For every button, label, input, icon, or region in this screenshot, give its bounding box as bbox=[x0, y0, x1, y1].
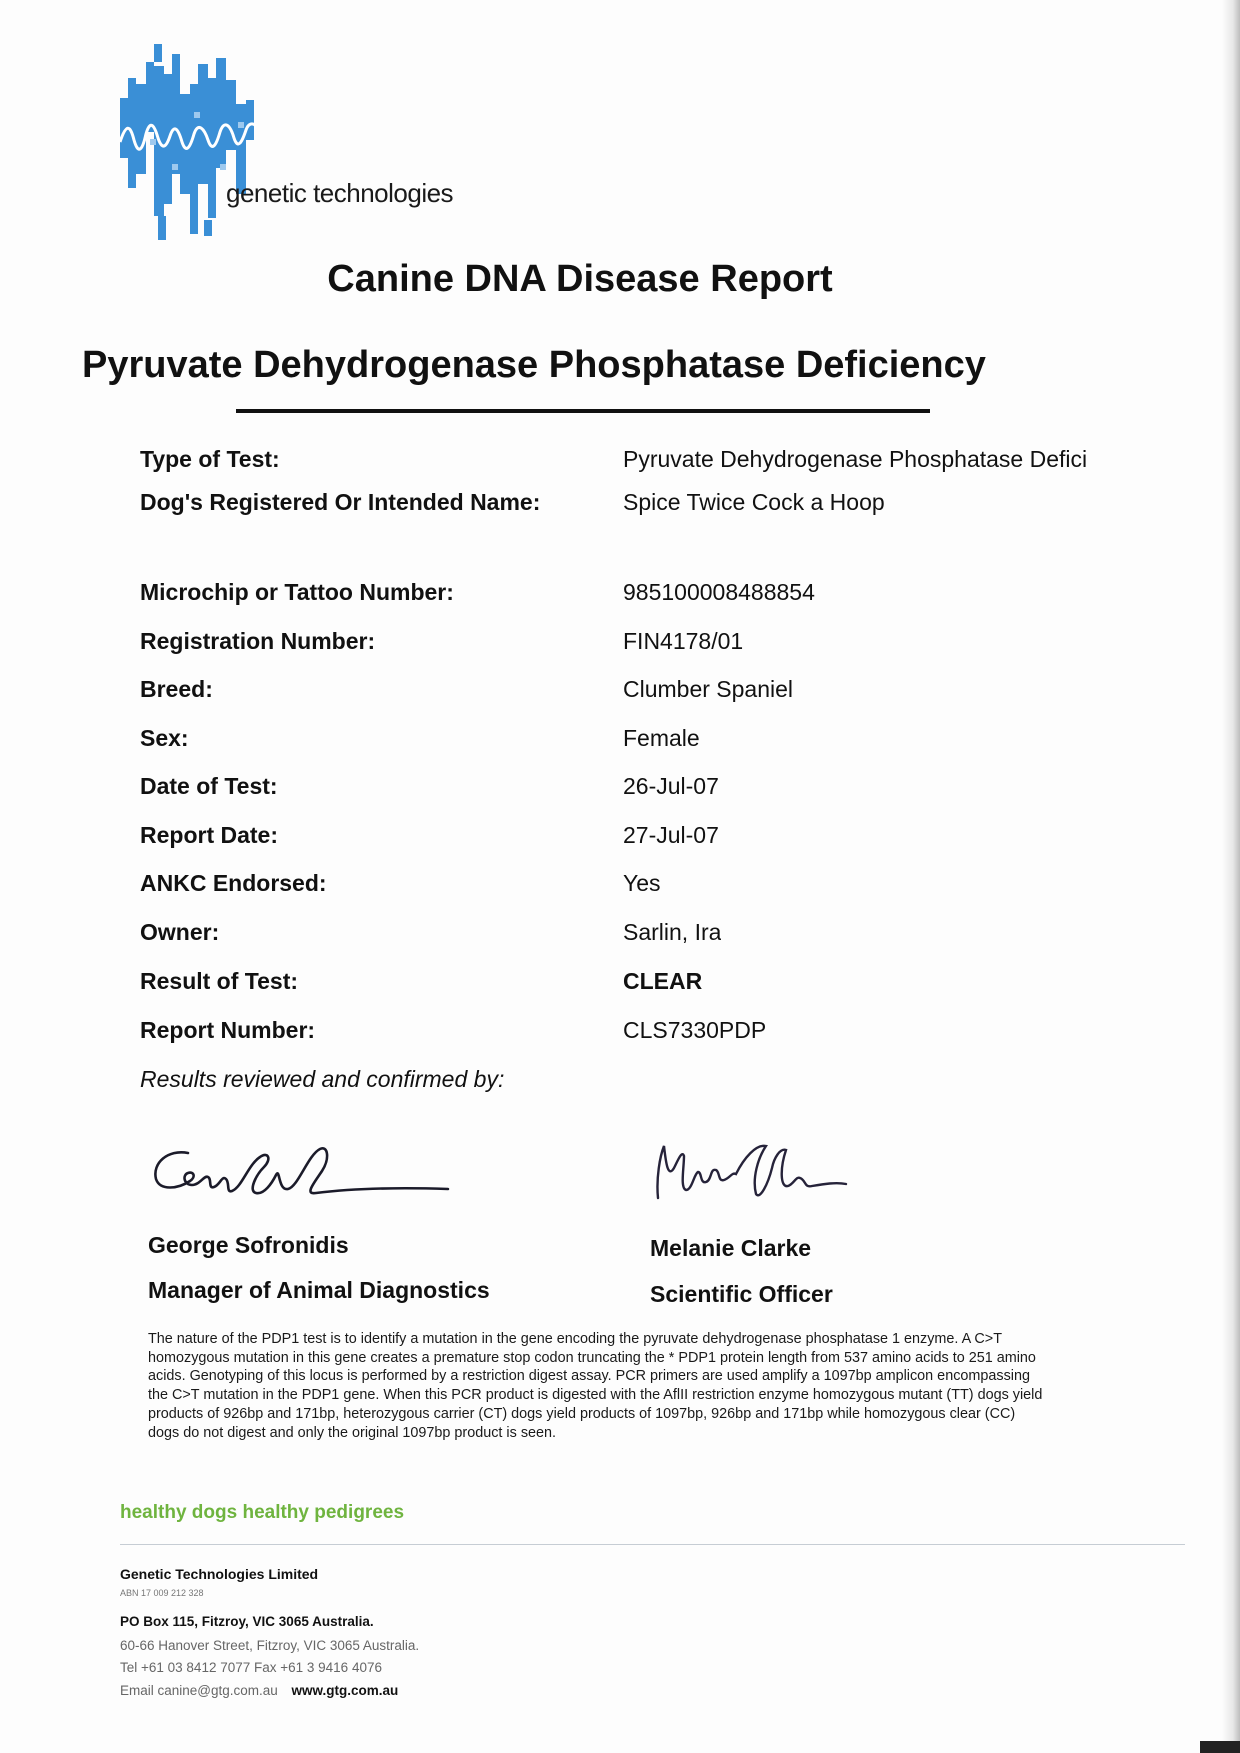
title-divider bbox=[236, 409, 930, 413]
value-microchip: 985100008488854 bbox=[623, 579, 815, 605]
signature-george-sofronidis bbox=[148, 1135, 458, 1215]
review-caption: Results reviewed and confirmed by: bbox=[140, 1066, 505, 1092]
label-type-of-test: Type of Test: bbox=[140, 446, 280, 472]
dna-wave-logo-icon bbox=[120, 44, 270, 240]
footer-tagline: healthy dogs healthy pedigrees bbox=[120, 1502, 405, 1523]
label-report-number: Report Number: bbox=[140, 1017, 316, 1043]
company-logo bbox=[120, 44, 460, 240]
value-owner: Sarlin, Ira bbox=[623, 919, 722, 945]
scan-page-edge bbox=[1222, 0, 1240, 1753]
value-date-of-test: 26-Jul-07 bbox=[623, 773, 719, 799]
value-registration-number: FIN4178/01 bbox=[623, 628, 744, 654]
signatory-name-2: Melanie Clarke bbox=[650, 1235, 812, 1261]
value-type-of-test: Pyruvate Dehydrogenase Phosphatase Defici bbox=[623, 446, 1088, 472]
footer-street-address: 60-66 Hanover Street, Fitzroy, VIC 3065 Australia. bbox=[120, 1638, 420, 1653]
report-title: Canine DNA Disease Report bbox=[327, 258, 833, 300]
footer-contact-line bbox=[120, 1683, 398, 1698]
test-description: The nature of the PDP1 test is to identify a mutation in the gene encoding the pyruvate dehydrogenase phosphatase 1 enzyme. A C>T homozygous mutation in this gene creates a premature stop codon truncating the * PDP1 protein length from 537 amino acids to 251 amino acids. Genotyping of this locus is performed by a restriction digest assay. PCR primers are used amplify a 1097bp amplicon encompassing the C>T mutation in the PDP1 gene. When this PCR product is digested with the AflII restriction enzyme homozygous mutant (TT) dogs yield products of 926bp and 171bp, heterozygous carrier (CT) dogs yield products of 1097bp, 926bp and 171bp while homozygous clear (CC) dogs do not digest and only the original 1097bp product is seen. bbox=[148, 1331, 1043, 1441]
value-ankc-endorsed: Yes bbox=[623, 870, 661, 896]
value-report-date: 27-Jul-07 bbox=[623, 822, 719, 848]
label-date-of-test: Date of Test: bbox=[140, 773, 278, 799]
label-dog-name: Dog's Registered Or Intended Name: bbox=[140, 489, 541, 515]
value-result-of-test: CLEAR bbox=[623, 968, 703, 994]
footer-divider bbox=[120, 1544, 1185, 1545]
value-dog-name: Spice Twice Cock a Hoop bbox=[623, 489, 885, 515]
footer-abn: ABN 17 009 212 328 bbox=[120, 1588, 204, 1598]
scan-corner-shadow bbox=[1200, 1741, 1240, 1753]
label-microchip: Microchip or Tattoo Number: bbox=[140, 579, 454, 605]
label-owner: Owner: bbox=[140, 919, 220, 945]
label-result-of-test: Result of Test: bbox=[140, 968, 299, 994]
value-sex: Female bbox=[623, 725, 700, 751]
footer-po-box: PO Box 115, Fitzroy, VIC 3065 Australia. bbox=[120, 1614, 374, 1629]
footer-phone-fax: Tel +61 03 8412 7077 Fax +61 3 9416 4076 bbox=[120, 1660, 382, 1675]
value-breed: Clumber Spaniel bbox=[623, 676, 794, 702]
footer-website-link[interactable]: www.gtg.com.au bbox=[291, 1683, 399, 1698]
value-report-number: CLS7330PDP bbox=[623, 1017, 767, 1043]
label-registration-number: Registration Number: bbox=[140, 628, 376, 654]
label-ankc-endorsed: ANKC Endorsed: bbox=[140, 870, 327, 896]
footer-company-name: Genetic Technologies Limited bbox=[120, 1566, 319, 1582]
label-breed: Breed: bbox=[140, 676, 213, 702]
signatory-name-1: George Sofronidis bbox=[148, 1232, 349, 1258]
signature-melanie-clarke bbox=[640, 1128, 860, 1218]
signatory-role-2: Scientific Officer bbox=[650, 1281, 833, 1307]
label-sex: Sex: bbox=[140, 725, 189, 751]
footer-email[interactable]: Email canine@gtg.com.au bbox=[120, 1683, 278, 1698]
signatory-role-1: Manager of Animal Diagnostics bbox=[148, 1277, 490, 1303]
label-report-date: Report Date: bbox=[140, 822, 279, 848]
report-subtitle: Pyruvate Dehydrogenase Phosphatase Deficiency bbox=[82, 344, 986, 386]
logo-wordmark: genetic technologies bbox=[226, 178, 454, 208]
